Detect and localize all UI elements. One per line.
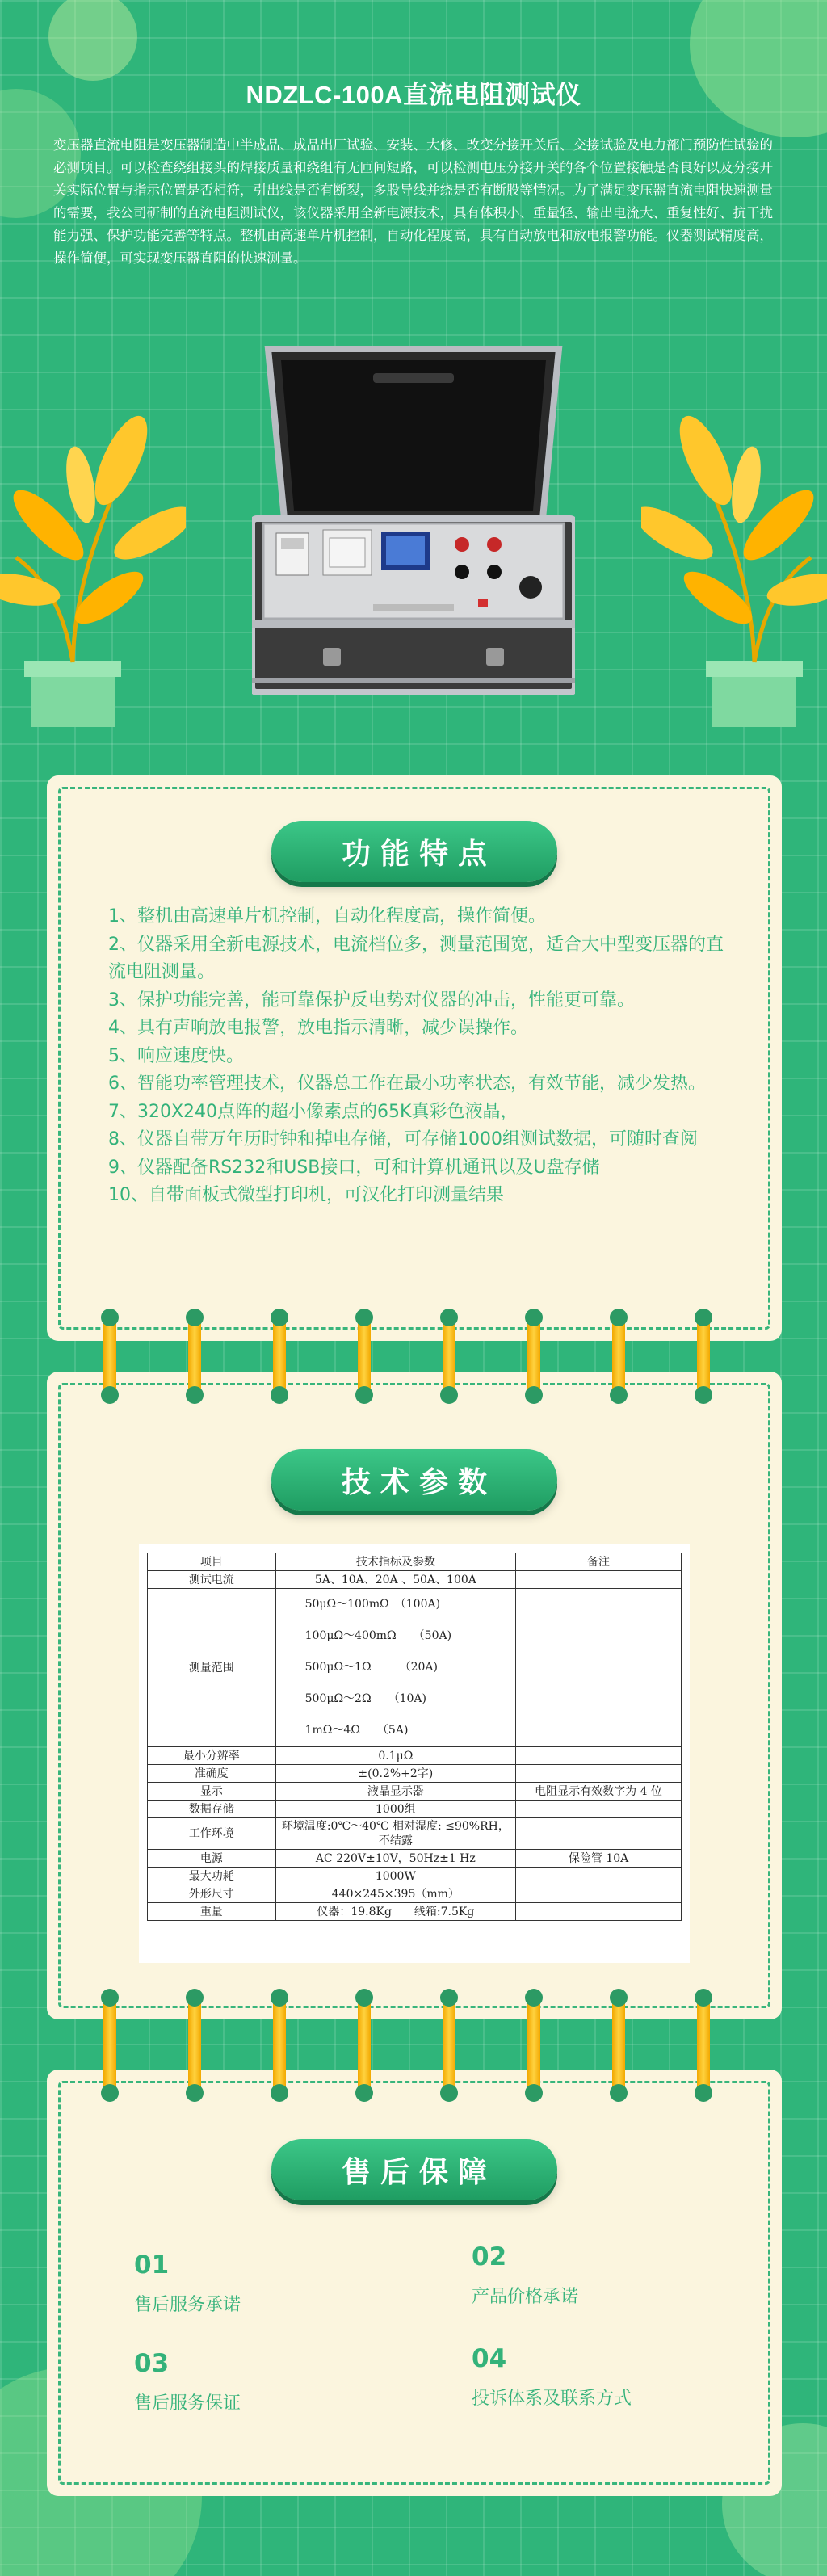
table-row xyxy=(148,1589,682,1747)
binder-ring xyxy=(695,1989,712,2102)
table-header-cell: 备注 xyxy=(516,1553,682,1571)
service-panel xyxy=(47,2070,782,2496)
table-row xyxy=(148,1783,682,1801)
service-number: 03 xyxy=(134,2349,170,2378)
page-title: NDZLC-100A直流电阻测试仪 xyxy=(246,81,581,109)
table-header-cell: 项目 xyxy=(148,1553,276,1571)
features-list xyxy=(108,903,738,1210)
bg-circle xyxy=(48,0,137,81)
range-line: 500μΩ～1Ω （20A) xyxy=(304,1661,438,1674)
table-cell-value: ±(0.2%+2字) xyxy=(275,1765,515,1783)
table-cell-note xyxy=(516,1747,682,1765)
table-row xyxy=(148,1765,682,1783)
binder-rings xyxy=(0,1309,827,1404)
binder-ring xyxy=(186,1989,204,2102)
binder-ring xyxy=(186,1309,204,1404)
table-row xyxy=(148,1903,682,1921)
binder-ring xyxy=(101,1989,119,2102)
range-line: 500μΩ～2Ω （10A) xyxy=(304,1692,426,1705)
table-cell-value: AC 220V±10V，50Hz±1 Hz xyxy=(275,1850,515,1868)
bg-circle xyxy=(690,0,827,137)
range-line: 1mΩ～4Ω （5A) xyxy=(304,1724,409,1737)
binder-ring xyxy=(271,1309,288,1404)
service-label: 售后服务保证 xyxy=(134,2393,241,2414)
feature-item: 6、智能功率管理技术，仪器总工作在最小功率状态，有效节能，减少发热。 xyxy=(108,1074,706,1094)
table-cell-note: 保险管 10A xyxy=(516,1850,682,1868)
spec-table xyxy=(147,1553,682,1921)
table-cell-value: 1000W xyxy=(275,1868,515,1885)
table-cell-value: 仪器：19.8Kg 线箱:7.5Kg xyxy=(275,1903,515,1921)
feature-item: 7、320X240点阵的超小像素点的65K真彩色液晶， xyxy=(108,1101,518,1122)
table-row xyxy=(148,1850,682,1868)
feature-item: 4、具有声响放电报警，放电指示清晰，减少误操作。 xyxy=(108,1018,528,1038)
table-cell-note xyxy=(516,1903,682,1921)
plant-illustration-left xyxy=(0,404,186,727)
table-cell-value: 液晶显示器 xyxy=(275,1783,515,1801)
table-cell-value: 1000组 xyxy=(275,1801,515,1818)
table-cell-note xyxy=(516,1765,682,1783)
table-cell-label: 工作环境 xyxy=(148,1818,276,1850)
table-cell-label: 显示 xyxy=(148,1783,276,1801)
binder-ring xyxy=(695,1309,712,1404)
service-title: 售后保障 xyxy=(271,2139,557,2200)
feature-item: 5、响应速度快。 xyxy=(108,1045,244,1066)
specs-title: 技术参数 xyxy=(271,1449,557,1511)
binder-ring xyxy=(355,1309,373,1404)
table-row xyxy=(148,1801,682,1818)
binder-ring xyxy=(610,1989,628,2102)
table-cell-label: 最小分辨率 xyxy=(148,1747,276,1765)
binder-ring xyxy=(525,1309,543,1404)
table-cell-label: 准确度 xyxy=(148,1765,276,1783)
binder-ring xyxy=(525,1989,543,2102)
intro-paragraph: 变压器直流电阻是变压器制造中半成品、成品出厂试验、安装、大修、改变分接开关后、交接试验及电力部门预防性试验的必测项目。可以检查绕组接头的焊接质量和绕组有无匝间短路，可以检测电压分接开关的各个位置接触是否良好以及分接开关实际位置与指示位置是否相符，引出线是否有断裂，多股导线并绕是否有断股等情况。为了满足变压器直流电阻快速测量的需要，我公司研制的直流电阻测试仪，该仪器采用全新电源技术，具有体积小、重量轻、输出电流大、重复性好、抗干扰能力强、保护功能完善等特点。整机由高速单片机控制，自动化程度高，具有自动放电和放电报警功能。仪器测试精度高，操作简便，可实现变压器直阻的快速测量。 xyxy=(53,137,773,266)
feature-item: 10、自带面板式微型打印机，可汉化打印测量结果 xyxy=(108,1185,504,1205)
service-item xyxy=(472,2344,632,2410)
service-item xyxy=(134,2349,241,2414)
feature-item: 8、仪器自带万年历时钟和掉电存储，可存储1000组测试数据，可随时查阅 xyxy=(108,1129,698,1149)
service-item xyxy=(134,2250,241,2316)
range-line: 100μΩ～400mΩ （50A) xyxy=(304,1629,452,1642)
table-cell-note xyxy=(516,1589,682,1747)
table-cell-label: 电源 xyxy=(148,1850,276,1868)
table-cell-label: 重量 xyxy=(148,1903,276,1921)
table-cell-label: 测量范围 xyxy=(148,1589,276,1747)
table-cell-label: 数据存储 xyxy=(148,1801,276,1818)
feature-item: 9、仪器配备RS232和USB接口，可和计算机通讯以及U盘存储 xyxy=(108,1157,600,1178)
table-cell-value: 0.1μΩ xyxy=(275,1747,515,1765)
features-title: 功能特点 xyxy=(271,821,557,882)
service-label: 售后服务承诺 xyxy=(134,2295,241,2315)
binder-ring xyxy=(440,1989,458,2102)
table-row xyxy=(148,1818,682,1850)
service-number: 02 xyxy=(472,2242,507,2271)
service-label: 产品价格承诺 xyxy=(472,2287,579,2307)
features-panel xyxy=(47,775,782,1341)
table-cell-value xyxy=(275,1589,515,1747)
feature-item: 2、仪器采用全新电源技术，电流档位多，测量范围宽，适合大中型变压器的直流电阻测量。 xyxy=(108,934,724,982)
feature-item: 1、整机由高速单片机控制，自动化程度高，操作简便。 xyxy=(108,906,546,927)
plant-illustration-right xyxy=(641,404,827,727)
service-item xyxy=(472,2242,578,2308)
binder-rings xyxy=(0,1989,827,2102)
service-label: 投诉体系及联系方式 xyxy=(472,2389,632,2409)
binder-ring xyxy=(355,1989,373,2102)
binder-ring xyxy=(440,1309,458,1404)
table-cell-note xyxy=(516,1885,682,1903)
range-line: 50μΩ～100mΩ （100A) xyxy=(304,1598,441,1611)
feature-item: 3、保护功能完善，能可靠保护反电势对仪器的冲击，性能更可靠。 xyxy=(108,990,635,1011)
specs-panel xyxy=(47,1372,782,2019)
service-number: 04 xyxy=(472,2344,507,2373)
table-cell-value: 环境温度:0℃～40℃ 相对湿度: ≤90%RH，不结露 xyxy=(275,1818,515,1850)
table-cell-note xyxy=(516,1818,682,1850)
table-cell-note xyxy=(516,1801,682,1818)
binder-ring xyxy=(610,1309,628,1404)
table-row xyxy=(148,1885,682,1903)
spec-table-container xyxy=(139,1544,690,1963)
table-cell-label: 最大功耗 xyxy=(148,1868,276,1885)
table-header-row xyxy=(148,1553,682,1571)
table-row xyxy=(148,1747,682,1765)
table-row xyxy=(148,1868,682,1885)
table-header-cell: 技术指标及参数 xyxy=(275,1553,515,1571)
table-cell-label: 外形尺寸 xyxy=(148,1885,276,1903)
table-cell-note xyxy=(516,1571,682,1589)
table-cell-value: 440×245×395（mm） xyxy=(275,1885,515,1903)
binder-ring xyxy=(271,1989,288,2102)
table-cell-value: 5A、10A、20A 、50A、100A xyxy=(275,1571,515,1589)
table-row xyxy=(148,1571,682,1589)
table-cell-label: 测试电流 xyxy=(148,1571,276,1589)
table-cell-note xyxy=(516,1868,682,1885)
table-cell-note: 电阻显示有效数字为 4 位 xyxy=(516,1783,682,1801)
product-image xyxy=(252,341,575,696)
service-number: 01 xyxy=(134,2250,170,2280)
binder-ring xyxy=(101,1309,119,1404)
